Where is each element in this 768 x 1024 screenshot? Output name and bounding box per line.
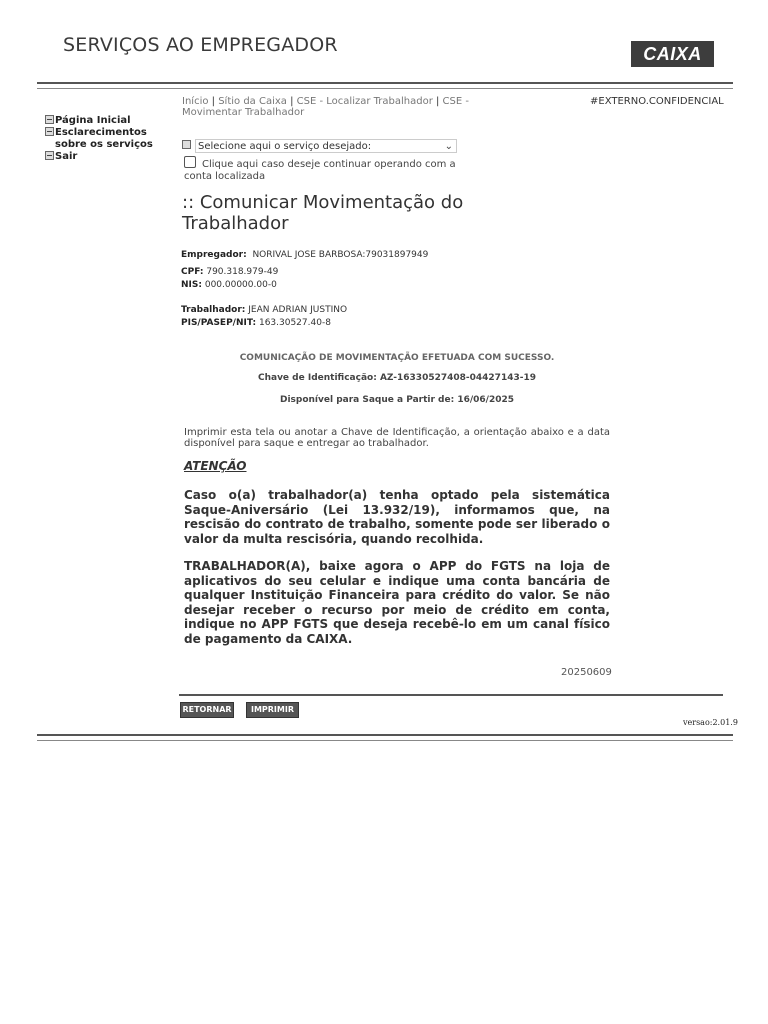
worker-value: JEAN ADRIAN JUSTINO	[248, 305, 348, 315]
version-label: versao:2.01.9	[683, 718, 738, 727]
continue-account-checkbox[interactable]	[184, 156, 196, 168]
cpf-label: CPF:	[181, 267, 204, 277]
bullet-icon	[45, 115, 54, 124]
continue-account-option	[184, 156, 484, 183]
success-message: COMUNICAÇÃO DE MOVIMENTAÇÃO EFETUADA COM SUCESSO.	[239, 353, 555, 363]
classification-label: #EXTERNO.CONFIDENCIAL	[590, 96, 724, 107]
sidebar-nav	[44, 115, 155, 163]
bullet-icon	[45, 127, 54, 136]
employer-value: NORIVAL JOSE BARBOSA:79031897949	[252, 250, 429, 260]
employer-row	[181, 250, 428, 260]
attention-paragraph-1: Caso o(a) trabalhador(a) tenha optado pela sistemática Saque-Aniversário (Lei 13.932/19), informamos que, na rescisão do contrato de trabalho, somente pode ser liberado o valor da multa rescisória, quando recolhida.	[184, 488, 610, 546]
cpf-value: 790.318.979-49	[206, 267, 279, 277]
service-select-value: Selecione aqui o serviço desejado:	[198, 141, 372, 152]
caixa-logo: CAIXA	[631, 41, 714, 67]
worker-row	[181, 305, 347, 315]
sidebar-item-label: Sair	[55, 151, 78, 162]
breadcrumb-link-inicio[interactable]: Início	[182, 96, 209, 107]
service-select-row	[182, 138, 462, 154]
cpf-row	[181, 267, 278, 277]
service-select[interactable]	[195, 139, 457, 153]
breadcrumb-link-localizar[interactable]: CSE - Localizar Trabalhador	[296, 96, 433, 107]
back-button[interactable]: RETORNAR	[180, 702, 234, 718]
chevron-down-icon: ⌄	[444, 141, 453, 152]
breadcrumb: Início | Sítio da Caixa | CSE - Localizar Trabalhador | CSE - Movimentar Trabalhador	[182, 96, 469, 118]
attention-heading: ATENÇÃO	[184, 459, 247, 473]
employer-label: Empregador:	[181, 250, 247, 260]
pis-label: PIS/PASEP/NIT:	[181, 318, 257, 328]
content-divider	[179, 694, 723, 696]
bullet-icon	[182, 140, 191, 149]
date-code: 20250609	[561, 667, 612, 678]
nis-label: NIS:	[181, 280, 202, 290]
breadcrumb-current: CSE - Movimentar Trabalhador	[182, 96, 469, 118]
continue-account-label: Clique aqui caso deseje continuar operando com a conta localizada	[184, 159, 456, 182]
nis-value: 000.00000.00-0	[204, 280, 277, 290]
attention-paragraph-2: TRABALHADOR(A), baixe agora o APP do FGTS na loja de aplicativos do seu celular e indique uma conta bancária de qualquer Instituição Financeira para crédito do valor. Se não desejar receber o recurso por meio de crédito em conta, indique no APP FGTS que deseja recebê-lo em um canal físico de pagamento da CAIXA.	[184, 559, 610, 646]
page-header-title: SERVIÇOS AO EMPREGADOR	[63, 34, 338, 56]
instruction-text: Imprimir esta tela ou anotar a Chave de Identificação, a orientação abaixo e a data disponível para saque e entregar ao trabalhador.	[184, 427, 610, 449]
pis-row	[181, 318, 331, 328]
breadcrumb-link-sitio[interactable]: Sítio da Caixa	[218, 96, 287, 107]
nis-row	[181, 280, 277, 290]
worker-label: Trabalhador:	[181, 305, 246, 315]
bullet-icon	[45, 151, 54, 160]
sidebar-item-exit[interactable]	[44, 151, 155, 163]
sidebar-item-help[interactable]	[44, 127, 155, 151]
sidebar-item-home[interactable]	[44, 115, 155, 127]
footer-divider	[37, 734, 733, 741]
page-title: :: Comunicar Movimentação do Trabalhador	[182, 192, 464, 234]
header-divider	[37, 82, 733, 89]
print-button[interactable]: IMPRIMIR	[246, 702, 299, 718]
sidebar-item-label: Página Inicial	[55, 115, 131, 126]
identification-key: Chave de Identificação: AZ-16330527408-04427143-19	[257, 373, 536, 383]
pis-value: 163.30527.40-8	[258, 318, 331, 328]
available-date: Disponível para Saque a Partir de: 16/06/2025	[279, 395, 514, 405]
sidebar-item-label: Esclarecimentos sobre os serviços	[55, 127, 153, 150]
